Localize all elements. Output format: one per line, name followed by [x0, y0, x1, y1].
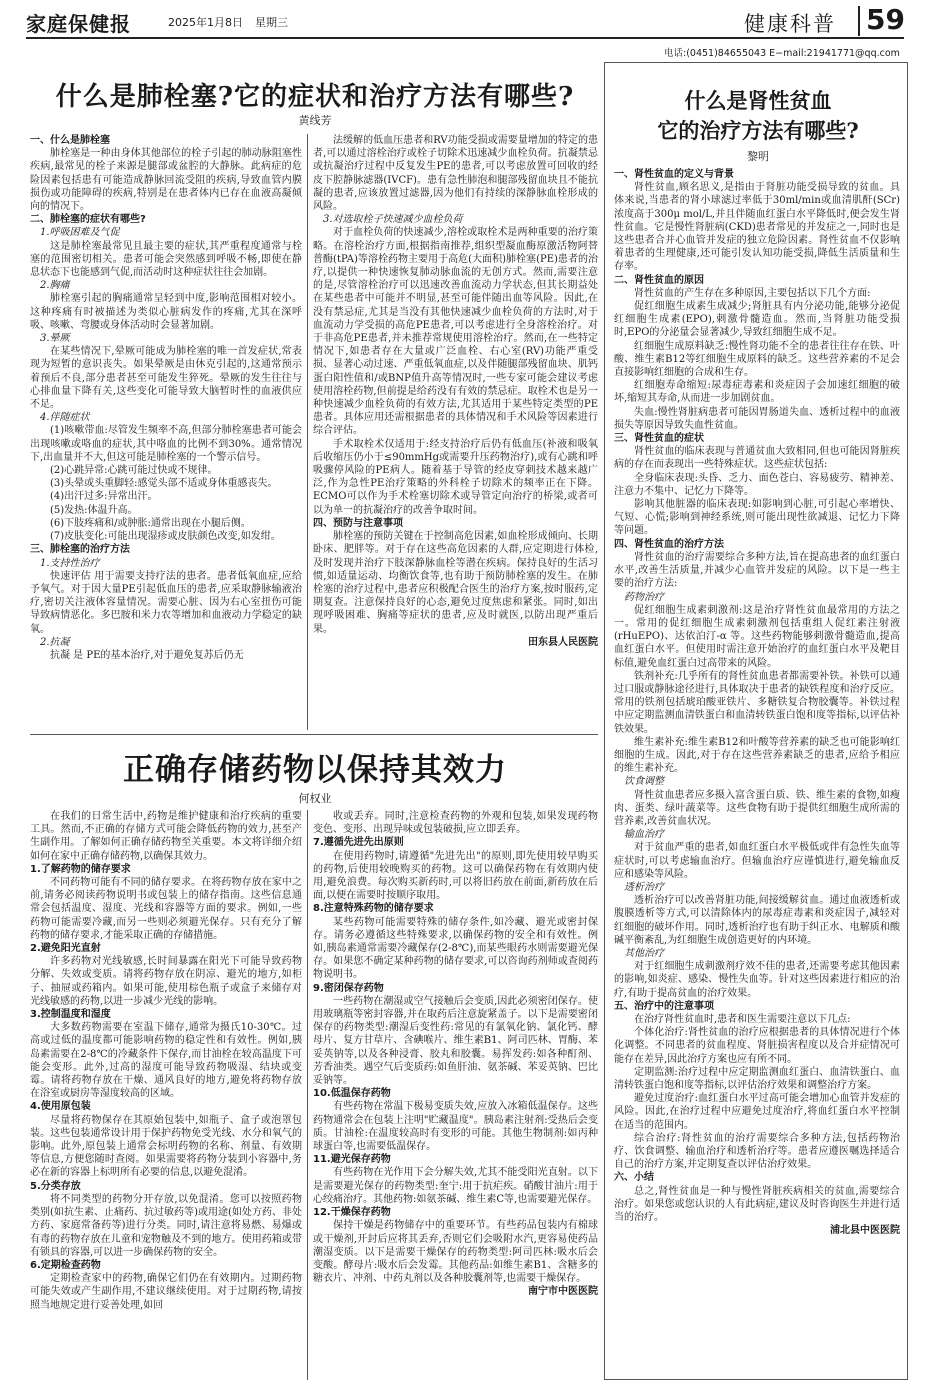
contact-info: 电话:(0451)84655043 E−mail:21941771@qq.com	[664, 48, 900, 59]
header-divider	[858, 6, 860, 36]
issue-date: 2025年1月8日	[168, 16, 243, 29]
paragraph: (3)头晕或头重脚轻:感觉头部不适或身体重感丧失。	[50, 478, 278, 490]
paragraph: 有些药物在光作用下会分解失效,尤其不能受阳光直射。以下是需要避光保存的药物类型:奎宁:用于抗疟疾。硝酸甘油片:用于心绞痛治疗。其他药物:如氨茶碱、维生素C等,也需要避光保存。	[313, 1167, 598, 1205]
article2-column-2	[313, 810, 598, 1382]
article3-body	[614, 168, 900, 1372]
paragraph: 促红细胞生成素刺激剂:这是治疗肾性贫血最常用的方法之一。常用的促红细胞生成素刺激剂包括重组人促红素注射液(rHuEPO)、达依泊汀-α 等。这些药物能够刺激骨髓造血,提高血红蛋白水平。但使用时需注意开始治疗的血红蛋白水平及靶目标值,避免血红蛋白过高带来的风险。	[614, 604, 900, 669]
section-heading: 10.低温保存药物	[313, 1088, 391, 1100]
section-heading: 3.控制温度和湿度	[30, 1009, 111, 1021]
paragraph: 总之,肾性贫血是一种与慢性肾脏疾病相关的贫血,需要综合治疗。如果您或您认识的人有此病症,建议及时咨询医生并进行适当的治疗。	[614, 1185, 900, 1224]
paragraph: 这是肺栓塞最常见且最主要的症状,其严重程度通常与栓塞的范围密切相关。患者可能会突然感到呼吸不畅,即使在静息状态下也能感到气促,而活动时这种症状往往会加剧。	[30, 240, 302, 279]
paragraph: 肾性贫血的治疗需要综合多种方法,旨在提高患者的血红蛋白水平,改善生活质量,并减少心血管并发症的风险。以下是一些主要的治疗方法:	[614, 551, 900, 590]
paragraph: 在我们的日常生活中,药物是维护健康和治疗疾病的重要工具。然而,不正确的存储方式可能会降低药物的效力,甚至产生副作用。了解如何正确存储药物至关重要。本文将详细介绍如何在家中正确存储药物,以确保其效力。	[30, 811, 302, 862]
header-rule	[26, 37, 904, 39]
paragraph: 全身临床表现:头昏、乏力、面色苍白、容易疲劳、精神差、注意力不集中、记忆力下降等。	[614, 472, 900, 497]
paragraph: 在使用药物时,请遵循"先进先出"的原则,即先使用较早购买的药物,后使用较晚购买的药物。这可以确保药物在有效期内使用,避免浪费。每次购买新药时,可以将旧药放在前面,新药放在后面,以便在需要时按顺序取用。	[313, 850, 598, 902]
article3-author: 黎明	[747, 150, 769, 163]
column-divider	[307, 134, 308, 730]
subheading: 1.呼吸困难及气促	[40, 227, 120, 239]
subheading: 透析治疗	[624, 881, 664, 893]
subheading: 4.伴随症状	[40, 412, 90, 424]
paragraph: (6)下肢疼痛和/或肿胀:通常出现在小腿后侧。	[50, 517, 251, 529]
paragraph: 收或丢弃。同时,注意检查药物的外观和包装,如果发现药物变色、变形、出现异味或包装破损,应立即丢弃。	[313, 811, 598, 836]
section-heading: 4.使用原包装	[30, 1101, 91, 1113]
paragraph: 对于血栓负荷的快速减少,溶栓或取栓术是两种重要的治疗策略。在溶栓治疗方面,根据指南推荐,组织型凝血酶原激活物阿替普酶(tPA)等溶栓药物主要用于高危(大面积)肺栓塞(PE)患者的治疗,以提供一种快速恢复肺动脉血流的无创方式。然而,需要注意的是,尽管溶栓治疗可以迅速改善血流动力学状态,但其长期益处在某些患者中可能并不明显,甚至可能伴随出血等风险。因此,在没有禁忌症,尤其是当没有其他快速减少血栓负荷的方法时,对于血流动力学受损的高危PE患者,可以考虑进行全身溶栓治疗。对于非高危PE患者,并未推荐常规使用溶栓治疗。然而,在一些特定情况下,如患者存在大量或广泛血栓、右心室(RV)功能严重受损、显著心动过速、严重低氧血症,以及伴随腿部残留血块、肌钙蛋白阳性值和/或BNP值升高等情况时,一些专家可能会建议考虑使用溶栓药物,但前提是给药没有有效的禁忌症。取栓术也是另一种快速减少血栓负荷的有效方法,尤其适用于某些特定类型的PE患者。具体应用还需根据患者的具体情况和手术风险等因素进行综合评估。	[313, 227, 598, 437]
section-heading: 6.定期检查药物	[30, 1259, 101, 1271]
paragraph: 综合治疗:肾性贫血的治疗需要综合多种方法,包括药物治疗、饮食调整、输血治疗和透析治疗等。患者应遵医嘱选择适合自己的治疗方案,并定期复查以评估治疗效果。	[614, 1132, 900, 1171]
paragraph: 一些药物在潮湿或空气接触后会变质,因此必须密闭保存。使用玻璃瓶等密封容器,并在取药后注意旋紧盖子。以下是需要密闭保存的药物类型:潮湿后变性药:常见的有氯氧化钠、氯化钙、酵母片、复方甘草片、含碘喉片、维生素B1、阿司匹林、胃酶、苯妥英钠等,以及各种浸膏、胶丸和胶囊。易挥发药:如各种酊剂、芳香油类。遇空气后变质药:如鱼肝油、氨茶碱、苯妥英钠、巴比妥钠等。	[313, 995, 598, 1087]
section-heading: 7.遵循先进先出原则	[313, 837, 404, 849]
section-name: 健康科普	[744, 12, 836, 36]
paragraph: 抗凝 是 PE的基本治疗,对于避免复苏后仍无	[50, 649, 244, 661]
paragraph: 红细胞寿命缩短:尿毒症毒素和炎症因子会加速红细胞的破坏,缩短其寿命,从而进一步加剧贫血。	[614, 380, 900, 405]
section-heading: 2.避免阳光直射	[30, 943, 101, 955]
paragraph: (7)皮肤变化:可能出现湿疹或皮肤颜色改变,如发绀。	[50, 531, 281, 543]
paragraph: 对于贫血严重的患者,如血红蛋白水平极低或伴有急性失血等症状时,可以考虑输血治疗。但输血治疗应谨慎进行,避免输血反应和感染等风险。	[614, 842, 900, 880]
article-divider	[30, 734, 598, 735]
paragraph: 透析治疗可以改善肾脏功能,间接缓解贫血。通过血液透析或腹膜透析等方式,可以清除体内的尿毒症毒素和炎症因子,减轻对红细胞的破坏作用。同时,透析治疗也有助于纠正水、电解质和酸碱平衡紊乱,为红细胞生成创造更好的内环境。	[614, 895, 900, 946]
paragraph: 定期检查家中的药物,确保它们仍在有效期内。过期药物可能失效或产生副作用,不建议继续使用。对于过期药物,请按照当地规定进行妥善处理,如回	[30, 1273, 302, 1311]
paragraph: 影响其他脏器的临床表现:如影响到心脏,可引起心率增快、气短、心慌;影响到神经系统,则可能出现性欲减退、记忆力下降等问题。	[614, 499, 900, 537]
section-heading: 二、肾性贫血的原因	[614, 274, 704, 286]
section-heading: 一、什么是肺栓塞	[30, 135, 110, 146]
paragraph: 肺栓塞的预防关键在于控制高危因素,如血栓形成倾向、长期卧床、肥胖等。对于存在这些高危因素的人群,应定期进行体检,及时发现并治疗下肢深静脉血栓等潜在疾病。保持良好的生活习惯,如适量运动、均衡饮食等,也有助于预防肺栓塞的发生。在肺栓塞的治疗过程中,患者应积极配合医生的治疗方案,按时服药,定期复查。注意保持良好的心态,避免过度焦虑和紧张。同时,如出现呼吸困难、胸痛等症状的患者,应及时就医,以防出现严重后果。	[313, 531, 598, 635]
paragraph: 有些药物在常温下极易变质失效,应放入冰箱低温保存。这些药物通常会在包装上注明"贮藏温度"。胰岛素注射剂:受热后会变质。甘油栓:在温度较高时有变形的可能。其他生物制剂:如丙种球蛋白等,也需要低温保存。	[313, 1101, 598, 1153]
section-heading: 二、肺栓塞的症状有哪些?	[30, 214, 146, 226]
paragraph: 肺栓塞是一种由身体其他部位的栓子引起的肺动脉阻塞性疾病,最常见的栓子来源是腿部或盆腔的大静脉。此病症的危险因素包括患有可能造成静脉回流受阻的疾病,导致血管内膜损伤或功能障碍的疾病,特别是在患者体内已存在血液高凝倾向的情况下。	[30, 148, 302, 213]
article1-author: 黄线芳	[298, 114, 332, 127]
paragraph: 避免过度治疗:血红蛋白水平过高可能会增加心血管并发症的风险。因此,在治疗过程中应避免过度治疗,将血红蛋白水平控制在适当的范围内。	[614, 1093, 900, 1131]
paragraph: 不同药物可能有不同的储存要求。在将药物存放在家中之前,请务必阅读药物说明书或包装上的储存指南。这些信息通常会包括温度、湿度、光线和容器等方面的要求。例如,一些药物可能需要冷藏,而另一些则必须避光保存。只有充分了解药物的储存要求,才能采取正确的存储措施。	[30, 877, 302, 941]
section-heading: 1.了解药物的储存要求	[30, 863, 131, 875]
subheading: 1.支持性治疗	[40, 557, 100, 569]
paragraph: 个体化治疗:肾性贫血的治疗应根据患者的具体情况进行个体化调整。不同患者的贫血程度、肾脏损害程度以及合并症情况可能存在差异,因此治疗方案也应有所不同。	[614, 1027, 900, 1065]
paragraph: 保持干燥是药物储存中的重要环节。有些药品包装内有棉球或干燥剂,开封后应将其丢弃,否则它们会吸附水汽,更容易使药品潮湿变质。以下是需要干燥保存的药物类型:阿司匹林:吸水后会变酸。酵母片:吸水后会发霉。其他药品:如维生素B1、含糖多的糖衣片、冲剂、中药丸剂以及各种胶囊剂等,也需要干燥保存。	[313, 1220, 598, 1285]
subheading: 其他治疗	[624, 947, 664, 959]
article2-title: 正确存储药物以保持其效力	[123, 752, 507, 788]
section-heading: 12.干燥保存药物	[313, 1207, 391, 1219]
paragraph: (2)心跳异常:心跳可能过快或不规律。	[50, 465, 218, 477]
section-heading: 五、治疗中的注意事项	[614, 1000, 714, 1012]
section-heading: 5.分类存放	[30, 1180, 81, 1192]
subheading: 3.对选取栓子快速减少血栓负荷	[323, 214, 463, 226]
paragraph: 在某些情况下,晕厥可能成为肺栓塞的唯一首发症状,常表现为短暂的意识丧失。如果晕厥是由休克引起的,这通常预示着预后不良,部分患者甚至可能发生猝死。晕厥的发生往往与心排血量下降有关,这些变化可能导致大脑暂时性的血液供应不足。	[30, 346, 302, 411]
issue-weekday: 星期三	[255, 16, 288, 29]
paragraph: 许多药物对光线敏感,长时间暴露在阳光下可能导致药物分解、失效或变质。请将药物存放在阴凉、避光的地方,如柜子、抽屉或药箱内。如果可能,使用棕色瓶子或盒子来储存对光线敏感的药物,以进一步减少光线的影响。	[30, 956, 302, 1007]
article2-author: 何权业	[298, 792, 332, 805]
subheading: 输血治疗	[624, 829, 664, 841]
paragraph: 肾性贫血,顾名思义,是指由于肾脏功能受损导致的贫血。具体来说,当患者的肾小球滤过率低于30ml/min或血清肌酐(SCr)浓度高于300μ mol/L,并且伴随血红蛋白水平降低时,便会发生肾性贫血。它是慢性肾脏病(CKD)患者常见的并发症之一,同时也是这些患者合并心血管并发症的独立危险因素。肾性贫血不仅影响着患者的生理健康,还可能引发认知功能受损,降低生活质量和生存率。	[614, 182, 900, 273]
paragraph: 手术取栓术仅适用于:经支持治疗后仍有低血压(补液和吸氧后收缩压仍小于≤90mmHg或需要升压药物治疗),或有心跳和呼吸骤停风险的PE病人。随着基于导管的经皮穿刺技术越来越广泛,作为急性PE治疗策略的外科栓子切除术的频率正在下降。ECMO可以作为手术栓塞切除术或导管定向治疗的桥梁,或者可以为单一的抗凝治疗的改善争取时间。	[313, 438, 598, 516]
paragraph: (4)出汗过多:异常出汗。	[50, 491, 158, 503]
paragraph: 失血:慢性肾脏病患者可能因胃肠道失血、透析过程中的血液损失等原因导致失血性贫血。	[614, 406, 900, 431]
paragraph: 快速评估 用于需要支持疗法的患者。患者低氧血症,应给予氧气。对于因大量PE引起低血压的患者,应采取静脉输液治疗,密切关注液体容量情况。需要心脏、因为右心室扭伤可能导致病情恶化。多巴胺和米力农等增加和血液动力学稳定的缺氧。	[30, 570, 302, 635]
page-number: 59	[866, 3, 905, 36]
subheading: 3.晕厥	[40, 333, 70, 345]
article3-title	[612, 86, 904, 146]
paragraph: 在治疗肾性贫血时,患者和医生需要注意以下几点:	[634, 1014, 851, 1025]
paragraph: 维生素补充:维生素B12和叶酸等营养素的缺乏也可能影响红细胞的生成。因此,对于存在这些营养素缺乏的患者,应给予相应的维生素补充。	[614, 736, 900, 775]
source-hospital: 浦北县中医医院	[830, 1225, 900, 1237]
paragraph: 将不同类型的药物分开存放,以免混淆。您可以按照药物类别(如抗生素、止痛药、抗过敏药等)或用途(如处方药、非处方药、家庭常备药等)进行分类。同时,请注意将易燃、易爆或有毒的药物存放在儿童和宠物触及不到的地方。使用药箱或带有锁具的容器,可以进一步确保药物的安全。	[30, 1193, 302, 1258]
paragraph: 肾性贫血的产生存在多种原因,主要包括以下几个方面:	[634, 287, 871, 299]
paragraph: 肾性贫血患者应多摄入富含蛋白质、铁、维生素的食物,如瘦肉、蛋类、绿叶蔬菜等。这些食物有助于提供红细胞生成所需的营养素,改善贫血状况。	[614, 789, 900, 827]
article1-column-1	[30, 134, 302, 732]
article3-title-line1: 什么是肾性贫血	[684, 88, 832, 113]
paragraph: 红细胞生成原料缺乏:慢性肾功能不全的患者往往存在铁、叶酸、维生素B12等红细胞生成原料的缺乏。这些营养素的不足会直接影响红细胞的合成和生存。	[614, 340, 900, 379]
column-divider	[307, 810, 308, 1380]
paragraph: 对于红细胞生成刺激剂疗效不佳的患者,还需要考虑其他因素的影响,如炎症、感染、慢性失血等。针对这些因素进行相应的治疗,有助于提高贫血的治疗效果。	[614, 961, 900, 999]
section-heading: 四、预防与注意事项	[313, 517, 403, 529]
subheading: 饮食调整	[624, 776, 664, 788]
subheading: 2.抗凝	[40, 636, 70, 648]
section-heading: 11.避光保存药物	[313, 1154, 391, 1166]
paragraph: (5)发热:体温升高。	[50, 504, 138, 516]
paragraph: 法缓解的低血压患者和RV功能受损或需要量增加的特定的患者,可以通过溶栓治疗或栓子切除术迅速减少血栓负荷。抗凝禁忌或抗凝治疗过程中反复发生PE的患者,可以考虑放置可回收的经皮下腔静脉滤器(IVCF)。患有急性肺泡和腿部残留血块且不能抗凝的患者,应该放置过滤器,因为他们有持续的深静脉血栓形成的风险。	[313, 135, 598, 213]
article3-title-line2: 它的治疗方法有哪些?	[657, 118, 859, 143]
article1-column-2	[313, 134, 598, 732]
paragraph: 尽量将药物保存在其原始包装中,如瓶子、盒子或泡罩包装。这些包装通常设计用于保护药物免受光线、水分和氧气的影响。此外,原包装上通常会标明药物的名称、剂量、有效期等信息,方便您随时查阅。如果需要将药物分装到小容器中,务必在新的容器上标明所有必要的信息,以避免混淆。	[30, 1114, 302, 1179]
section-heading: 9.密闭保存药物	[313, 982, 384, 994]
section-heading: 8.注意特殊药物的储存要求	[313, 903, 434, 915]
section-heading: 三、肺栓塞的治疗方法	[30, 544, 130, 556]
paragraph: 某些药物可能需要特殊的储存条件,如冷藏、避光或密封保存。请务必遵循这些特殊要求,以确保药物的安全和有效性。例如,胰岛素通常需要冷藏保存(2-8℃),而某些眼药水则需要避光保存。如果您不确定某种药物的储存要求,可以咨询药剂师或查阅药物说明书。	[313, 916, 598, 981]
article2-column-1	[30, 810, 302, 1382]
section-heading: 一、肾性贫血的定义与背景	[614, 169, 734, 180]
paragraph: (1)咳嗽带血:尽管发生频率不高,但部分肺栓塞患者可能会出现咳嗽或咯血的症状,其中咯血的比例不到30%。通常情况下,出血量并不大,但这可能是肺栓塞的一个警示信号。	[30, 425, 302, 463]
paragraph: 大多数药物需要在室温下储存,通常为摄氏10-30℃。过高或过低的温度都可能影响药物的稳定性和有效性。例如,胰岛素需要在2-8℃的冷藏条件下保存,而甘油栓在较高温度下可能会变形。此外,过高的湿度可能导致药物吸湿、结块或变霉。请将药物存放在干燥、通风良好的地方,避免将药物存放在浴室或厨房等湿度较高的区域。	[30, 1022, 302, 1100]
paragraph: 铁剂补充:几乎所有的肾性贫血患者都需要补铁。补铁可以通过口服或静脉途径进行,具体取决于患者的缺铁程度和治疗反应。常用的铁剂包括琥珀酸亚铁片、多糖铁复合物胶囊等。补铁过程中应定期监测血清铁蛋白和血清转铁蛋白饱和度等指标,以评估补铁效果。	[614, 670, 900, 735]
subheading: 药物治疗	[624, 591, 664, 603]
paragraph: 肺栓塞引起的胸痛通常呈轻到中度,影响范围相对较小。这种疼痛有时被描述为类似心脏病发作的疼痛,尤其在深呼吸、咳嗽、弯腰或身体活动时会显著加剧。	[30, 293, 302, 331]
section-heading: 四、肾性贫血的治疗方法	[614, 538, 724, 550]
source-hospital: 南宁市中医医院	[528, 1286, 598, 1298]
paragraph: 肾性贫血的临床表现与普通贫血大致相同,但也可能因肾脏疾病的存在而表现出一些特殊症状。这些症状包括:	[614, 446, 900, 471]
section-heading: 六、小结	[614, 1172, 654, 1184]
article1-title: 什么是肺栓塞?它的症状和治疗方法有哪些?	[55, 82, 575, 112]
section-heading: 三、肾性贫血的症状	[614, 433, 704, 445]
source-hospital: 田东县人民医院	[528, 636, 598, 648]
subheading: 2.胸痛	[40, 280, 70, 292]
newspaper-name: 家庭保健报	[26, 12, 131, 36]
paragraph: 定期监测:治疗过程中应定期监测血红蛋白、血清铁蛋白、血清转铁蛋白饱和度等指标,以评估治疗效果和调整治疗方案。	[614, 1066, 900, 1092]
paragraph: 促红细胞生成素生成减少;肾脏具有内分泌功能,能够分泌促红细胞生成素(EPO),刺激骨髓造血。然而,当肾脏功能受损时,EPO的分泌量会显著减少,导致红细胞生成不足。	[614, 301, 900, 339]
